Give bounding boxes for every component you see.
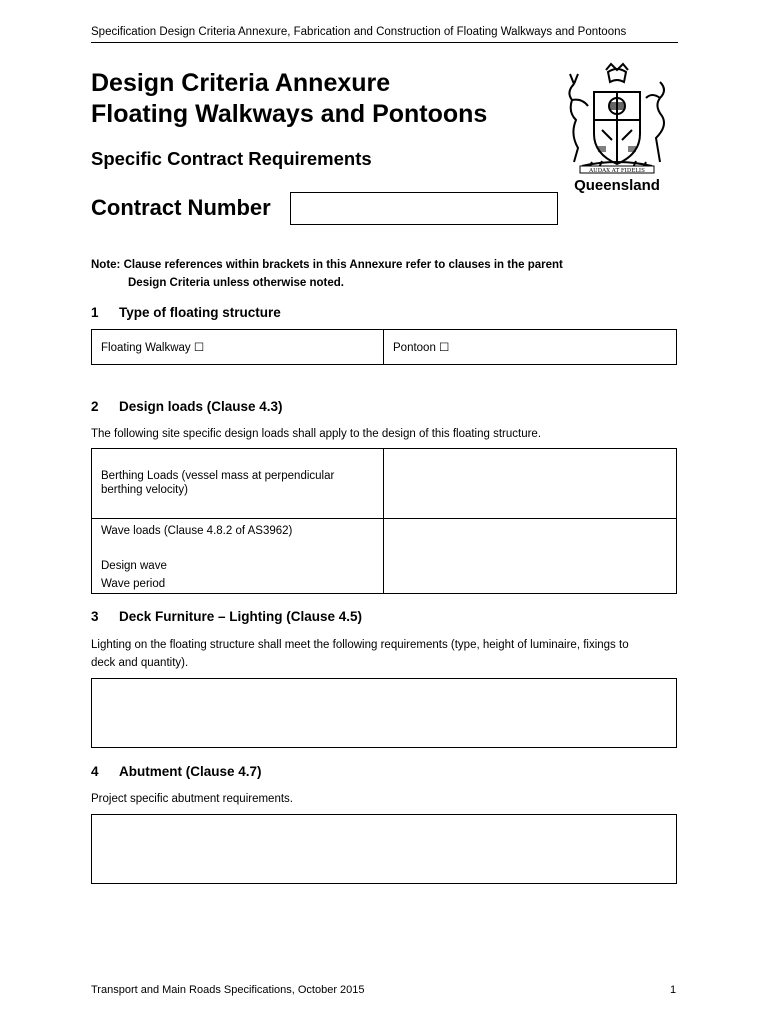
page-number: 1: [670, 984, 677, 996]
contract-number-label: Contract Number: [91, 195, 271, 220]
section-number: 4: [91, 764, 99, 779]
wave-loads-value-cell[interactable]: [384, 519, 677, 594]
lighting-requirements-field[interactable]: [91, 678, 677, 748]
design-loads-table: [91, 448, 677, 594]
section-title: Type of floating structure: [119, 305, 281, 320]
abutment-requirements-field[interactable]: [91, 814, 677, 884]
section-number: 3: [91, 609, 99, 624]
pontoon-option[interactable]: [384, 330, 677, 365]
design-wave-label: Design wave: [101, 560, 167, 572]
row-label: Wave loads (Clause 4.8.2 of AS3962): [101, 525, 293, 537]
section-title: Design loads (Clause 4.3): [119, 399, 283, 414]
clause-note: [91, 256, 563, 292]
section-3-heading: [91, 609, 362, 624]
wave-period-label: Wave period: [101, 578, 166, 590]
note-line-2: Design Criteria unless otherwise noted.: [128, 277, 344, 289]
document-title: [91, 68, 487, 130]
footer-text: Transport and Main Roads Specifications, October 2015: [91, 984, 365, 996]
option-label: Floating Walkway ☐: [101, 342, 205, 354]
title-line-2: Floating Walkways and Pontoons: [91, 100, 488, 128]
contract-number-field[interactable]: [290, 192, 558, 225]
structure-type-table: [91, 329, 677, 365]
section-3-intro: Lighting on the floating structure shall meet the following requirements (type, height of luminaire, fixings to deck and quantity).: [91, 639, 629, 669]
document-subtitle: Specific Contract Requirements: [91, 148, 372, 169]
wave-loads-label: [92, 519, 384, 594]
floating-walkway-option[interactable]: [92, 330, 384, 365]
header-divider: [91, 42, 678, 43]
section-4-intro: Project specific abutment requirements.: [91, 793, 293, 805]
section-number: 2: [91, 399, 99, 414]
berthing-loads-label: [92, 449, 384, 519]
section-4-heading: [91, 764, 262, 779]
section-2-intro: The following site specific design loads shall apply to the design of this floating structure.: [91, 428, 542, 440]
note-line-1: Note: Clause references within brackets in this Annexure refer to clauses in the parent: [91, 259, 563, 271]
option-label: Pontoon ☐: [393, 342, 450, 354]
logo-wordmark: Queensland: [574, 177, 660, 194]
section-title: Deck Furniture – Lighting (Clause 4.5): [119, 609, 363, 624]
section-1-heading: [91, 305, 281, 320]
logo-motto: AUDAX AT FIDELIS: [589, 168, 645, 174]
section-number: 1: [91, 305, 99, 320]
running-header: Specification Design Criteria Annexure, Fabrication and Construction of Floating Walkways and Pontoons: [91, 26, 627, 38]
row-label: Berthing Loads (vessel mass at perpendicular berthing velocity): [101, 470, 335, 496]
berthing-loads-value-cell[interactable]: [384, 449, 677, 519]
section-2-heading: [91, 399, 283, 414]
section-title: Abutment (Clause 4.7): [119, 764, 262, 779]
queensland-coat-of-arms-icon: [556, 62, 678, 194]
title-line-1: Design Criteria Annexure: [91, 69, 391, 97]
